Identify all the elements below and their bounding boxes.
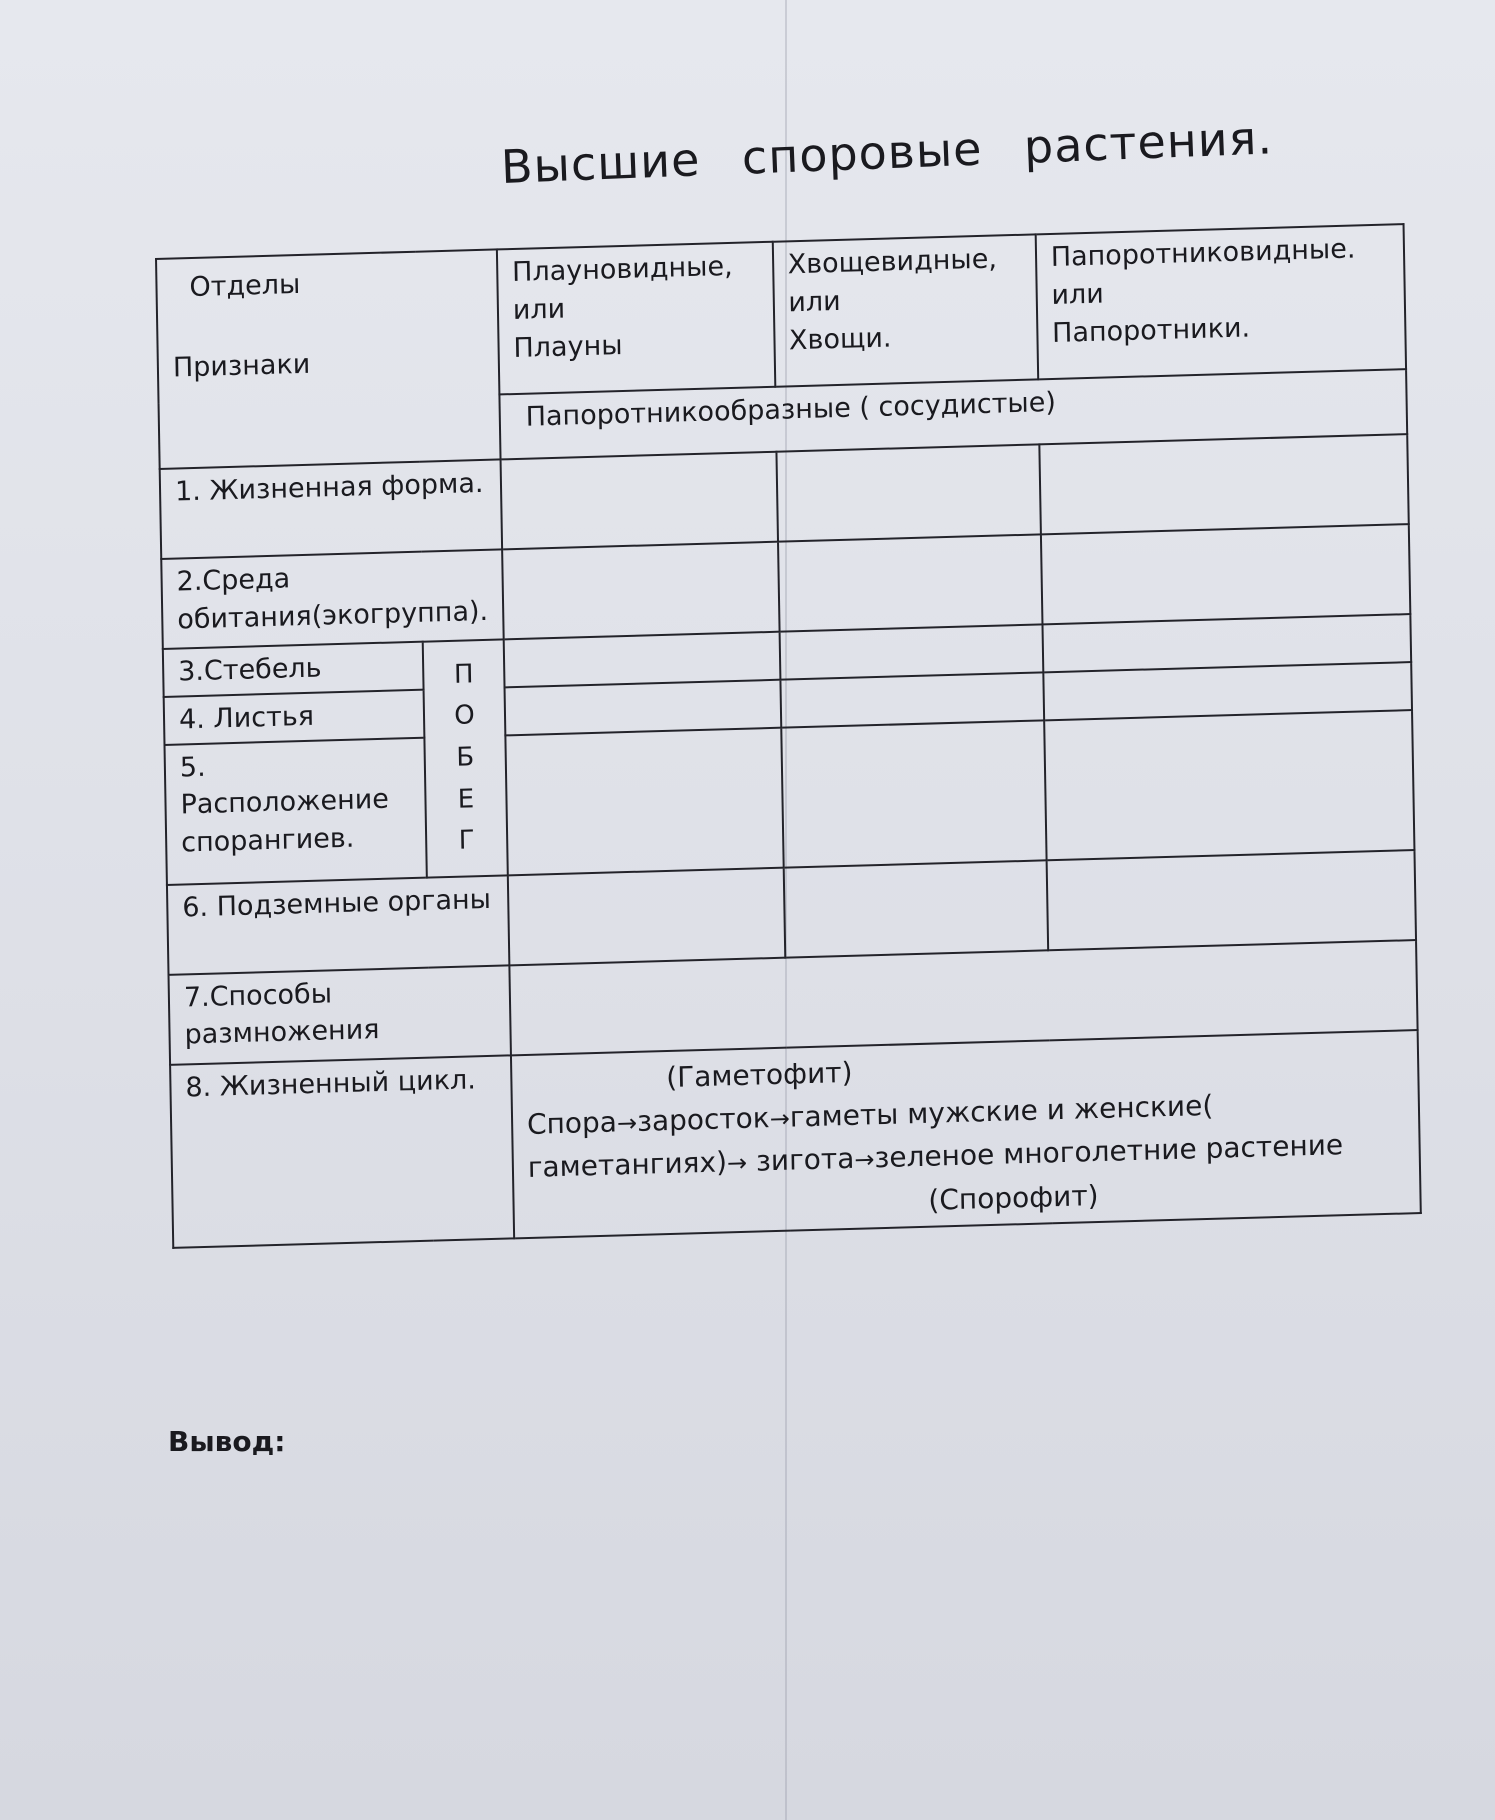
- row-label: 8. Жизненный цикл.: [170, 1055, 514, 1248]
- answer-cell[interactable]: [783, 860, 1048, 957]
- table-wrapper: [155, 223, 1422, 1249]
- arrow-right-icon: →: [854, 1145, 875, 1175]
- header-corner-cell: [156, 249, 500, 468]
- corner-bottom-label: Признаки: [172, 348, 311, 384]
- answer-cell[interactable]: [781, 720, 1047, 867]
- arrow-right-icon: →: [726, 1149, 748, 1178]
- row-label: 7.Способы размножения: [169, 965, 511, 1065]
- page-title: Высшие споровые растения.: [500, 110, 1274, 194]
- conclusion-label: Вывод:: [168, 1425, 286, 1458]
- answer-cell[interactable]: [1039, 434, 1409, 534]
- answer-cell[interactable]: [778, 534, 1043, 631]
- row-label: 3.Стебель: [163, 642, 424, 697]
- column-header-ferns: Папоротниковидные. или Папоротники.: [1035, 224, 1406, 380]
- group-header: Папоротникообразные ( сосудистые): [499, 369, 1407, 459]
- answer-cell[interactable]: [502, 542, 779, 640]
- answer-cell[interactable]: [776, 444, 1041, 541]
- row-label: 1. Жизненная форма.: [160, 459, 502, 559]
- table-row: [170, 1030, 1421, 1248]
- sporophyte-label: (Спорофит): [928, 1178, 1099, 1217]
- answer-cell[interactable]: [504, 680, 780, 735]
- shoot-vertical-label: П О Б Е Г: [423, 639, 508, 877]
- answer-cell[interactable]: [1041, 524, 1411, 624]
- corner-top-label: Отделы: [189, 268, 301, 304]
- answer-cell[interactable]: [1044, 710, 1415, 860]
- row-label: 5. Расположение спорангиев.: [164, 737, 426, 884]
- answer-cell[interactable]: [1046, 850, 1416, 950]
- answer-cell[interactable]: [504, 632, 780, 687]
- column-header-lycopods: Плауновидные, или Плауны: [497, 242, 775, 395]
- answer-cell[interactable]: [780, 672, 1044, 727]
- answer-cell[interactable]: [500, 452, 777, 550]
- row-label: 6. Подземные органы: [167, 875, 509, 975]
- classification-table: [155, 223, 1422, 1249]
- row-label: 4. Листья: [164, 689, 425, 744]
- column-header-horsetails: Хвощевидные, или Хвощи.: [772, 234, 1038, 387]
- answer-cell[interactable]: [508, 867, 785, 965]
- row-label: 2.Среда обитания(экогруппа).: [161, 549, 503, 649]
- life-cycle-cell: (Гаметофит) Спора→заросток→гаметы мужские и женские( гаметангиях)→ зигота→зеленое многолетние растение (Спорофит): [511, 1030, 1421, 1239]
- answer-cell[interactable]: [779, 624, 1043, 679]
- answer-cell[interactable]: [505, 727, 783, 875]
- arrow-right-icon: →: [769, 1104, 791, 1134]
- gametophyte-label: (Гаметофит): [665, 1055, 853, 1094]
- arrow-right-icon: →: [616, 1108, 638, 1138]
